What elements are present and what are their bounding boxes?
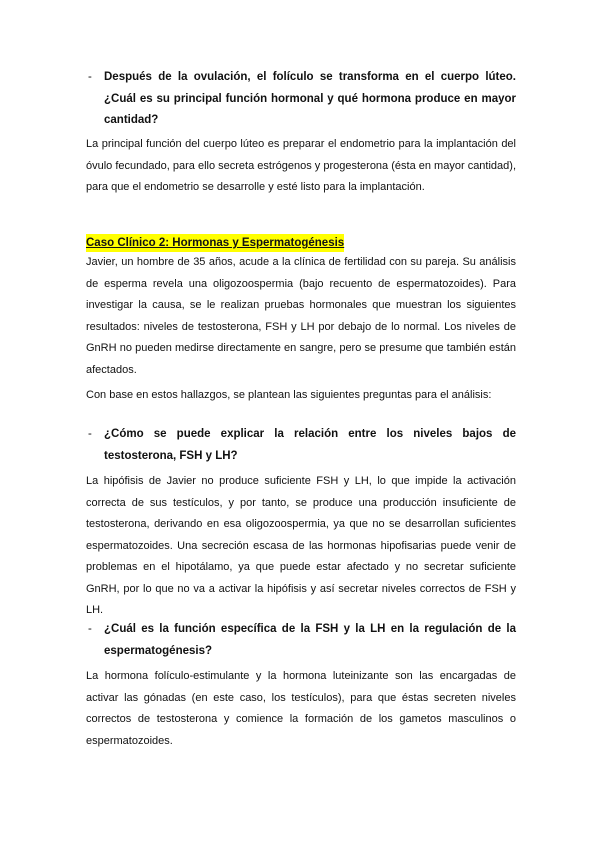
bullet-dash: - — [88, 623, 92, 635]
intro-paragraph: Con base en estos hallazgos, se plantean las siguientes preguntas para el análisis: — [86, 389, 492, 401]
question-text: Después de la ovulación, el folículo se transforma en el cuerpo lúteo. ¿Cuál es su principal función hormonal y qué hormona produce en mayor cantidad? — [104, 71, 516, 126]
question-fsh-lh-function — [88, 619, 516, 662]
bullet-dash: - — [88, 71, 92, 83]
question-text: ¿Cómo se puede explicar la relación entre los niveles bajos de testosterona, FSH y LH? — [104, 428, 516, 462]
answer-hormone-levels: La hipófisis de Javier no produce suficiente FSH y LH, lo que impide la activación correcta de sus testículos, y por tanto, se produce una producción insuficiente de testosterona, derivando en esa oligozoospermia, ya que no se desarrollan suficientes espermatozoides. Una secreción escasa de las hormonas hipofisarias puede venir de problemas en el hipotálamo, ya que puede estar afectado y no secretar suficiente GnRH, por lo que no va a activar la hipófisis y así secretar niveles correctos de FSH y LH. — [86, 475, 516, 616]
question-text: ¿Cuál es la función específica de la FSH y la LH en la regulación de la espermatogénesis? — [104, 623, 516, 657]
case-description: Javier, un hombre de 35 años, acude a la clínica de fertilidad con su pareja. Su análisis de esperma revela una oligozoospermia (bajo recuento de espermatozoides). Para investigar la causa, se le realizan pruebas hormonales que muestran los siguientes resultados: niveles de testosterona, FSH y LH por debajo de lo normal. Los niveles de GnRH no pueden medirse directamente en sangre, pero se presume que también están afectados. — [86, 256, 516, 376]
answer-fsh-lh-function: La hormona folículo-estimulante y la hormona luteinizante son las encargadas de activar las gónadas (en este caso, los testículos), para que éstas secreten niveles correctos de testosterona y comience la formación de los gametos masculinos o espermatozoides. — [86, 670, 516, 747]
bullet-dash: - — [88, 428, 92, 440]
case-heading: Caso Clínico 2: Hormonas y Espermatogénesis — [86, 234, 344, 252]
question-ovulation — [88, 67, 516, 132]
question-hormone-levels — [88, 424, 516, 467]
answer-ovulation: La principal función del cuerpo lúteo es preparar el endometrio para la implantación del óvulo fecundado, para ello secreta estrógenos y progesterona (ésta en mayor cantidad), para que el endometrio se desarrolle y esté listo para la implantación. — [86, 138, 516, 193]
